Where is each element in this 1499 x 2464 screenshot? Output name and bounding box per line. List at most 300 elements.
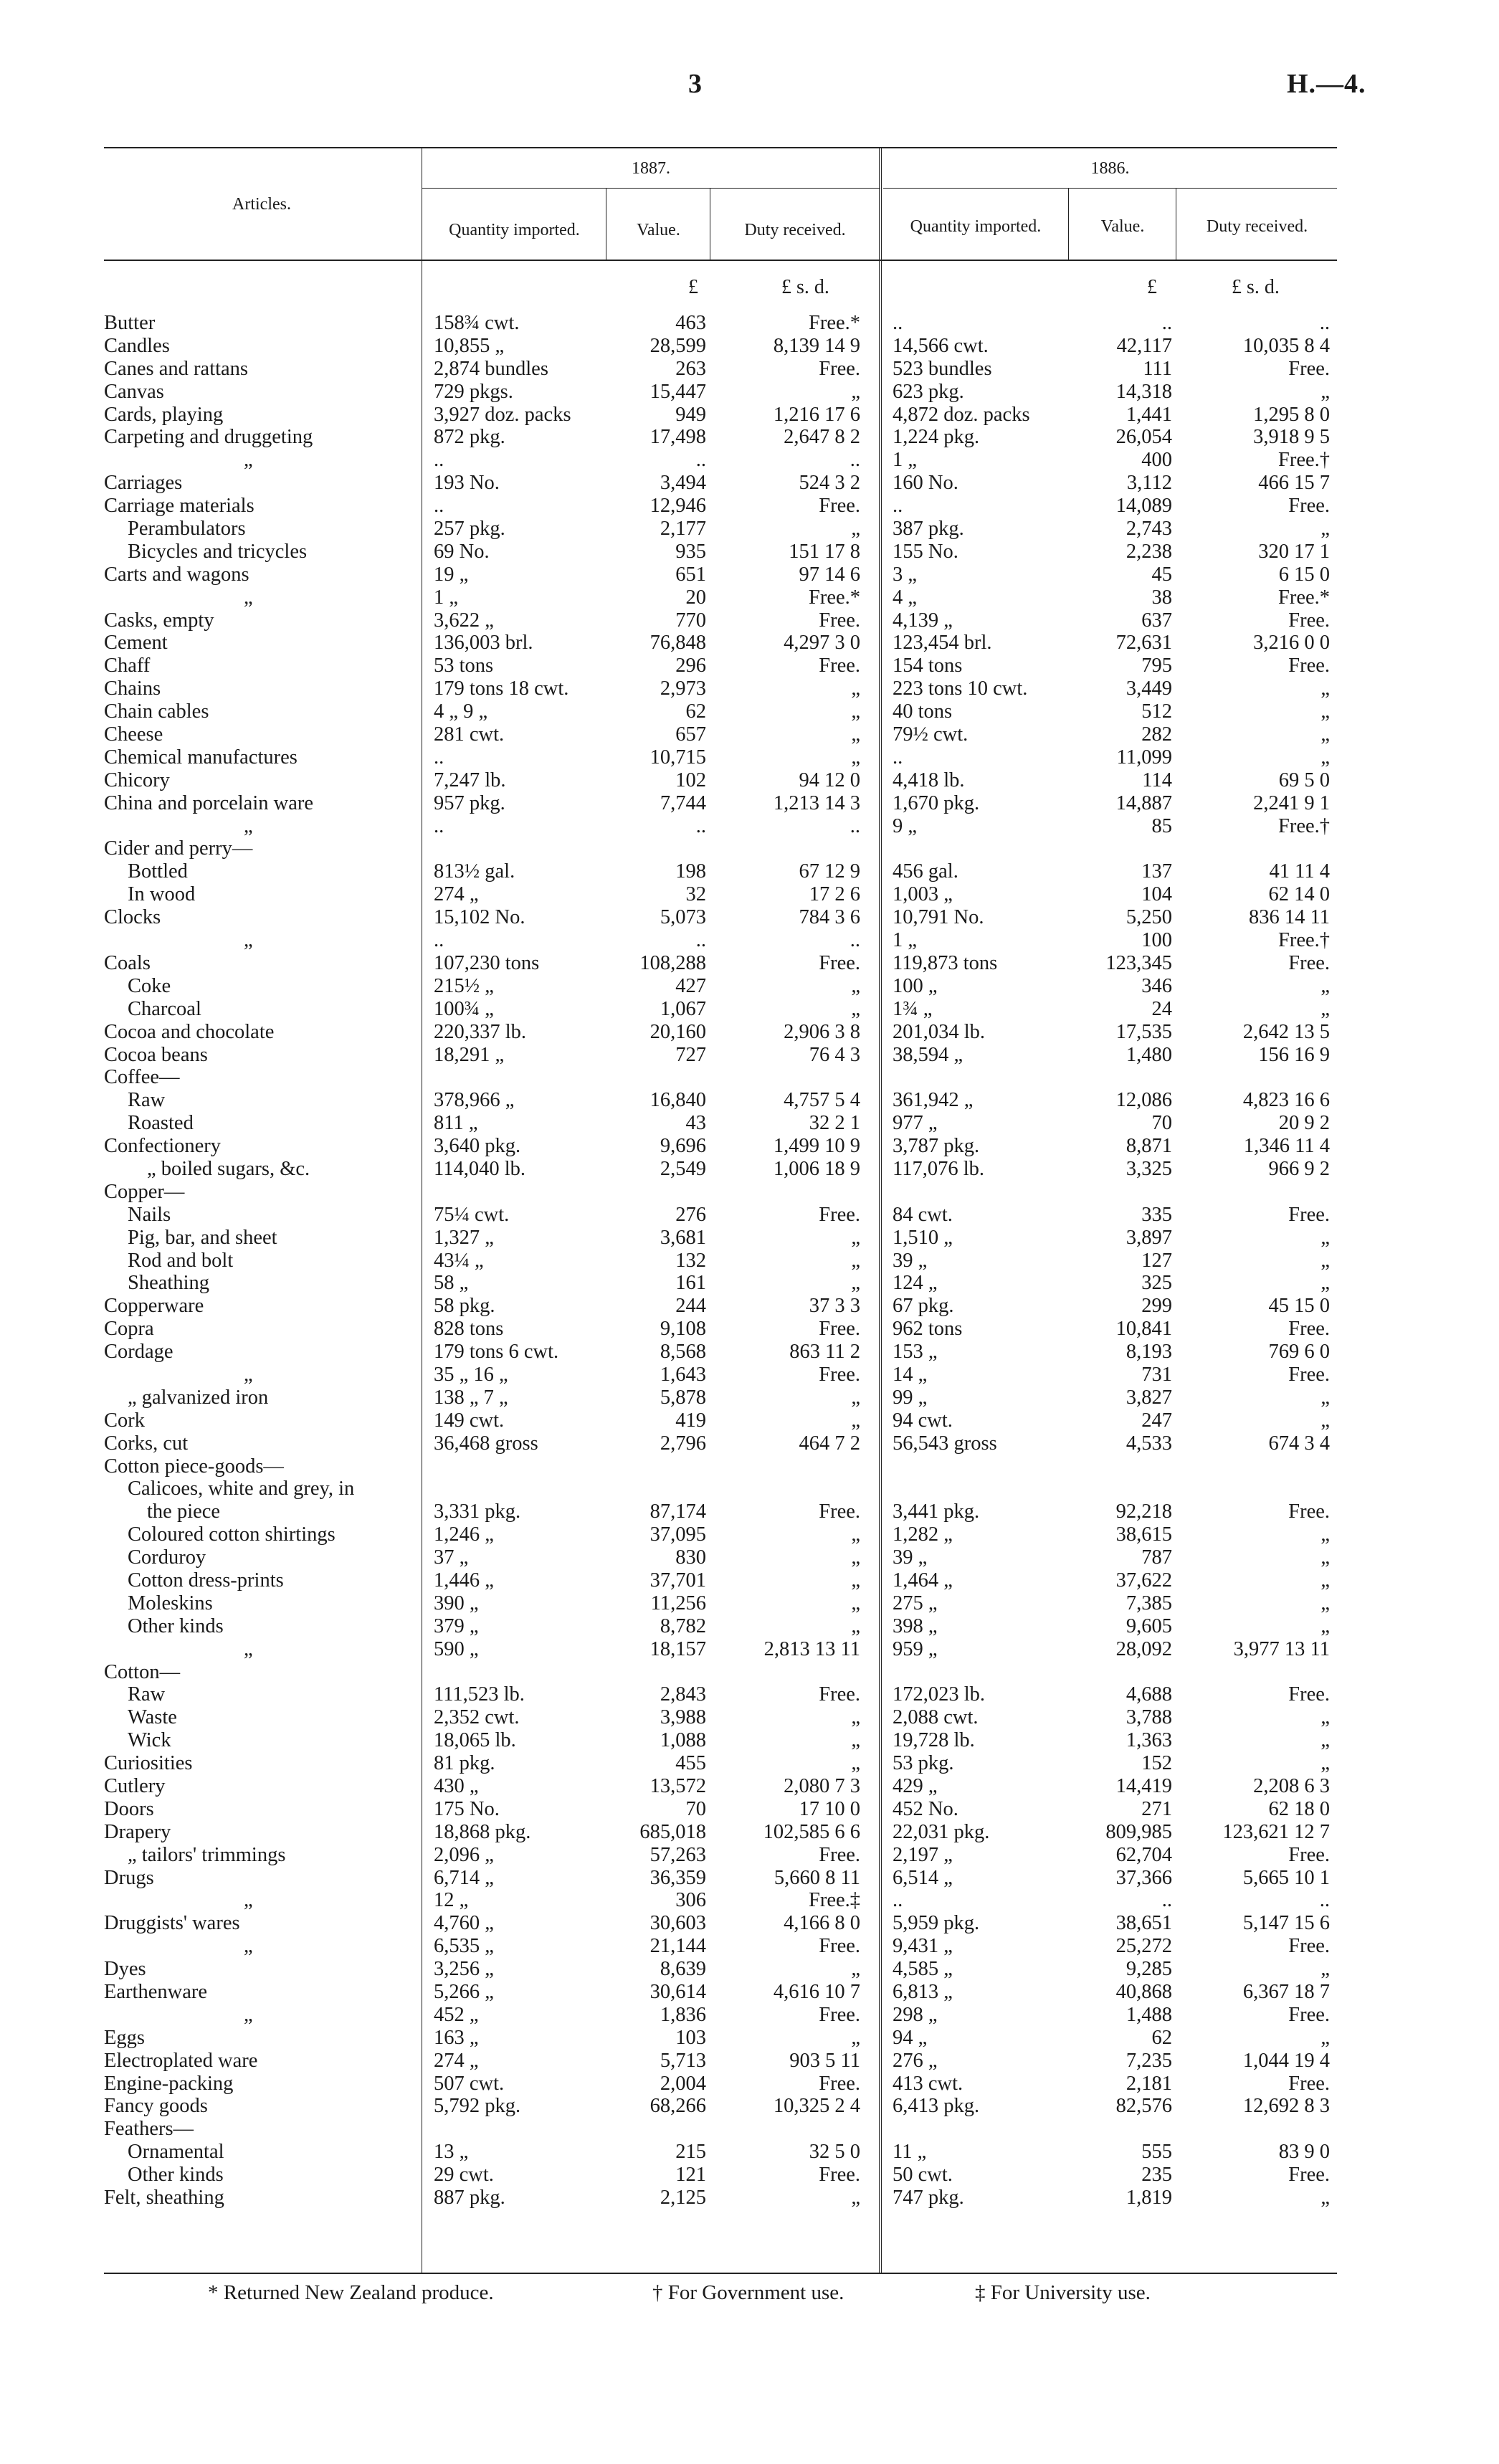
value-1887: 11,256 bbox=[650, 1592, 706, 1614]
duty-1886: 966 9 2 bbox=[1268, 1157, 1330, 1180]
value-1887: .. bbox=[695, 449, 706, 472]
duty-1887: „ bbox=[851, 1958, 860, 1981]
value-1887: 419 bbox=[675, 1409, 706, 1432]
article-name: Carpeting and druggeting bbox=[104, 426, 313, 449]
value-1886: 38,615 bbox=[1115, 1523, 1172, 1546]
quantity-1887: 19 „ bbox=[434, 563, 469, 586]
article-name: Perambulators bbox=[128, 518, 246, 541]
duty-1886: 41 11 4 bbox=[1269, 860, 1330, 883]
value-1887: 30,603 bbox=[649, 1912, 706, 1935]
article-name: Cutlery bbox=[104, 1775, 166, 1797]
table-row bbox=[0, 541, 1499, 563]
article-name: Coke bbox=[128, 974, 171, 997]
page-number: 3 bbox=[688, 69, 702, 99]
article-name: Cement bbox=[104, 632, 168, 655]
table-row bbox=[0, 2118, 1499, 2141]
quantity-1887: 957 pkg. bbox=[434, 791, 505, 814]
article-name: Candles bbox=[104, 334, 170, 357]
quantity-1887: 3,256 „ bbox=[434, 1958, 494, 1981]
value-1886: 335 bbox=[1141, 1203, 1172, 1226]
article-name: Chaff bbox=[104, 655, 151, 677]
quantity-1887: .. bbox=[434, 495, 444, 518]
value-1886: 2,743 bbox=[1126, 518, 1172, 541]
duty-1886: Free.† bbox=[1277, 929, 1330, 952]
quantity-1887: 193 No. bbox=[434, 472, 500, 495]
quantity-1887: 5,792 pkg. bbox=[434, 2095, 521, 2118]
quantity-1887: 5,266 „ bbox=[434, 1981, 494, 2004]
duty-1887: 10,325 2 4 bbox=[773, 2095, 860, 2118]
value-1886: 3,449 bbox=[1126, 677, 1172, 700]
duty-1886: 83 9 0 bbox=[1278, 2141, 1330, 2164]
quantity-1886: 398 „ bbox=[893, 1614, 938, 1637]
quantity-1886: 9 „ bbox=[893, 814, 918, 837]
duty-1887: .. bbox=[850, 814, 860, 837]
duty-1886: Free. bbox=[1288, 1363, 1330, 1386]
quantity-1887: .. bbox=[434, 449, 444, 472]
value-header-1887: Value. bbox=[637, 221, 680, 239]
duty-1886: 674 3 4 bbox=[1268, 1432, 1330, 1455]
quantity-1886: 155 No. bbox=[893, 540, 958, 563]
duty-1887: 37 3 3 bbox=[809, 1295, 860, 1318]
duty-1886: „ bbox=[1320, 380, 1330, 403]
duty-1886: Free. bbox=[1288, 2164, 1330, 2187]
article-name: Fancy goods bbox=[104, 2095, 208, 2118]
duty-1886: 6,367 18 7 bbox=[1242, 1981, 1330, 2004]
duty-1887: 2,906 3 8 bbox=[784, 1020, 860, 1043]
article-name: Felt, sheathing bbox=[104, 2187, 224, 2209]
value-1887: 3,988 bbox=[660, 1706, 706, 1729]
table-row bbox=[0, 1478, 1499, 1500]
article-name: Charcoal bbox=[128, 997, 201, 1020]
article-name: Doors bbox=[104, 1797, 154, 1820]
article-name: „ bbox=[244, 1889, 253, 1912]
value-1886: 3,788 bbox=[1126, 1706, 1172, 1729]
duty-1886: Free.* bbox=[1277, 586, 1330, 609]
year-rule-1887 bbox=[422, 188, 880, 189]
duty-1886: 320 17 1 bbox=[1258, 540, 1330, 563]
quantity-1887: 37 „ bbox=[434, 1546, 469, 1569]
duty-1887: 863 11 2 bbox=[789, 1341, 860, 1364]
duty-1887: „ bbox=[851, 2026, 860, 2049]
article-name: Canvas bbox=[104, 380, 164, 403]
article-name: Chains bbox=[104, 677, 161, 700]
duty-1886: „ bbox=[1320, 700, 1330, 723]
article-name: Cocoa beans bbox=[104, 1043, 208, 1066]
article-name: „ bbox=[244, 449, 253, 472]
duty-1887: „ bbox=[851, 1249, 860, 1272]
value-1886: 400 bbox=[1141, 449, 1172, 472]
article-name: China and porcelain ware bbox=[104, 791, 313, 814]
duty-1886: 3,216 0 0 bbox=[1253, 632, 1330, 655]
value-1886: 92,218 bbox=[1115, 1500, 1172, 1523]
duty-1887: Free. bbox=[819, 951, 860, 974]
article-name: Wick bbox=[128, 1729, 171, 1752]
duty-1886: Free.† bbox=[1277, 814, 1330, 837]
article-name: Rod and bolt bbox=[128, 1249, 234, 1272]
duty-1887: Free. bbox=[819, 1683, 860, 1706]
table-row bbox=[0, 1935, 1499, 1958]
duty-1886: Free. bbox=[1288, 1683, 1330, 1706]
quantity-1886: 6,413 pkg. bbox=[893, 2095, 980, 2118]
duty-1886: 12,692 8 3 bbox=[1242, 2095, 1330, 2118]
table-row bbox=[0, 769, 1499, 792]
article-name: Ornamental bbox=[128, 2141, 224, 2164]
quantity-1887: 274 „ bbox=[434, 883, 479, 906]
duty-1886: 3,918 9 5 bbox=[1253, 426, 1330, 449]
duty-1887: „ bbox=[851, 2187, 860, 2209]
table-bottom-rule bbox=[104, 2273, 1337, 2274]
duty-1887: Free. bbox=[819, 2164, 860, 2187]
quantity-1887: 430 „ bbox=[434, 1775, 479, 1797]
duty-1886: 769 6 0 bbox=[1268, 1341, 1330, 1364]
article-name: Cider and perry— bbox=[104, 837, 253, 860]
table-row bbox=[0, 1661, 1499, 1684]
quantity-1887: 18,065 lb. bbox=[434, 1729, 516, 1752]
quantity-1886: 201,034 lb. bbox=[893, 1020, 986, 1043]
duty-header-1886: Duty received. bbox=[1206, 217, 1308, 236]
value-1886: 271 bbox=[1141, 1797, 1172, 1820]
quantity-1886: 4,585 „ bbox=[893, 1958, 953, 1981]
duty-1887: Free. bbox=[819, 2003, 860, 2026]
quantity-1886: 747 pkg. bbox=[893, 2187, 964, 2209]
quantity-1886: 4 „ bbox=[893, 586, 918, 609]
value-1887: 62 bbox=[685, 700, 706, 723]
header-bottom-rule bbox=[104, 260, 1337, 261]
quantity-1887: 58 „ bbox=[434, 1272, 469, 1295]
quantity-1887: 729 pkgs. bbox=[434, 380, 513, 403]
table-row bbox=[0, 404, 1499, 427]
table-row bbox=[0, 2004, 1499, 2027]
quantity-1886: 4,418 lb. bbox=[893, 769, 965, 791]
value-1887: 1,836 bbox=[660, 2003, 706, 2026]
quantity-1887: 138 „ 7 „ bbox=[434, 1386, 508, 1409]
value-1887: 21,144 bbox=[649, 1935, 706, 1958]
value-1886: 14,318 bbox=[1115, 380, 1172, 403]
value-1887: 37,095 bbox=[649, 1523, 706, 1546]
value-1886: 809,985 bbox=[1105, 1820, 1172, 1843]
article-name: Raw bbox=[128, 1683, 166, 1706]
quantity-1886: 124 „ bbox=[893, 1272, 938, 1295]
duty-1887: „ bbox=[851, 1409, 860, 1432]
value-1887: 244 bbox=[675, 1295, 706, 1318]
table-row bbox=[0, 792, 1499, 815]
table-row bbox=[0, 1112, 1499, 1135]
article-name: In wood bbox=[128, 883, 196, 906]
article-name: Corks, cut bbox=[104, 1432, 189, 1455]
table-row bbox=[0, 495, 1499, 518]
value-1886: .. bbox=[1161, 312, 1172, 334]
quantity-1887: 75¼ cwt. bbox=[434, 1203, 510, 1226]
article-name: „ galvanized iron bbox=[128, 1386, 269, 1409]
duty-1887: „ bbox=[851, 380, 860, 403]
table-row bbox=[0, 1500, 1499, 1523]
value-1887: 3,494 bbox=[660, 472, 706, 495]
value-1886: 731 bbox=[1141, 1363, 1172, 1386]
quantity-1887: 378,966 „ bbox=[434, 1089, 515, 1112]
quantity-1887: 1 „ bbox=[434, 586, 459, 609]
article-name: Cocoa and chocolate bbox=[104, 1020, 275, 1043]
value-1886: 5,250 bbox=[1126, 906, 1172, 929]
article-name: „ boiled sugars, &c. bbox=[147, 1157, 310, 1180]
value-1887: 70 bbox=[685, 1797, 706, 1820]
duty-1887: „ bbox=[851, 1272, 860, 1295]
quantity-1887: 43¼ „ bbox=[434, 1249, 484, 1272]
article-name: Feathers— bbox=[104, 2118, 194, 2141]
quantity-1886: 117,076 lb. bbox=[893, 1157, 984, 1180]
article-name: Coals bbox=[104, 951, 151, 974]
article-name: Cotton dress-prints bbox=[128, 1569, 284, 1592]
quantity-1886: 452 No. bbox=[893, 1797, 958, 1820]
duty-1886: „ bbox=[1320, 1409, 1330, 1432]
quantity-1887: 1,327 „ bbox=[434, 1226, 494, 1249]
duty-1886: Free. bbox=[1288, 655, 1330, 677]
value-1887: 121 bbox=[675, 2164, 706, 2187]
table-row bbox=[0, 563, 1499, 586]
table-row bbox=[0, 312, 1499, 335]
value-1887: 15,447 bbox=[649, 380, 706, 403]
table-row bbox=[0, 929, 1499, 952]
article-name: Drugs bbox=[104, 1866, 154, 1889]
table-row bbox=[0, 1867, 1499, 1890]
duty-1887: Free. bbox=[819, 609, 860, 632]
value-1887: 8,782 bbox=[660, 1614, 706, 1637]
duty-1887: „ bbox=[851, 1592, 860, 1614]
table-row bbox=[0, 1181, 1499, 1204]
article-name: Chicory bbox=[104, 769, 170, 791]
article-name: Calicoes, white and grey, in bbox=[128, 1478, 355, 1500]
imports-table-body bbox=[0, 312, 1499, 2209]
table-row bbox=[0, 1889, 1499, 1912]
duty-1886: 836 14 11 bbox=[1249, 906, 1330, 929]
article-name: Cheese bbox=[104, 723, 163, 746]
value-1886: 1,363 bbox=[1126, 1729, 1172, 1752]
quantity-1887: 2,096 „ bbox=[434, 1843, 494, 1866]
duty-1886: „ bbox=[1320, 1569, 1330, 1592]
value-1886: 9,285 bbox=[1126, 1958, 1172, 1981]
column-divider bbox=[1068, 188, 1069, 260]
quantity-1887: 111,523 lb. bbox=[434, 1683, 525, 1706]
table-row bbox=[0, 883, 1499, 906]
article-name: Copperware bbox=[104, 1295, 204, 1318]
quantity-1887: 1,246 „ bbox=[434, 1523, 494, 1546]
duty-1886: Free. bbox=[1288, 357, 1330, 380]
quantity-1887: 379 „ bbox=[434, 1614, 479, 1637]
value-1887: 1,088 bbox=[660, 1729, 706, 1752]
article-name: Cork bbox=[104, 1409, 145, 1432]
quantity-1887: 872 pkg. bbox=[434, 426, 505, 449]
article-name: Coloured cotton shirtings bbox=[128, 1523, 336, 1546]
value-1886: 3,897 bbox=[1126, 1226, 1172, 1249]
duty-1887: „ bbox=[851, 1729, 860, 1752]
duty-1887: 76 4 3 bbox=[809, 1043, 860, 1066]
value-1887: 132 bbox=[675, 1249, 706, 1272]
quantity-1887: 15,102 No. bbox=[434, 906, 525, 929]
value-1887: 949 bbox=[675, 403, 706, 426]
quantity-1886: 100 „ bbox=[893, 974, 938, 997]
article-name: Nails bbox=[128, 1203, 171, 1226]
article-name: Raw bbox=[128, 1089, 166, 1112]
article-name: Confectionery bbox=[104, 1135, 222, 1158]
quantity-1886: 962 tons bbox=[893, 1318, 963, 1341]
value-1886: 4,688 bbox=[1126, 1683, 1172, 1706]
value-1886: 512 bbox=[1141, 700, 1172, 723]
value-1886: 37,366 bbox=[1115, 1866, 1172, 1889]
quantity-1887: 69 No. bbox=[434, 540, 490, 563]
table-row bbox=[0, 1546, 1499, 1569]
quantity-1886: 56,543 gross bbox=[893, 1432, 997, 1455]
value-1886: 62 bbox=[1151, 2026, 1172, 2049]
article-name: Cards, playing bbox=[104, 403, 224, 426]
table-row bbox=[0, 1729, 1499, 1752]
value-1887: 87,174 bbox=[649, 1500, 706, 1523]
value-1887: 161 bbox=[675, 1272, 706, 1295]
quantity-1887: 35 „ 16 „ bbox=[434, 1363, 508, 1386]
quantity-1887: .. bbox=[434, 929, 444, 952]
value-1887: 276 bbox=[675, 1203, 706, 1226]
value-1886: 555 bbox=[1141, 2141, 1172, 2164]
value-1886: 637 bbox=[1141, 609, 1172, 632]
quantity-1887: 4 „ 9 „ bbox=[434, 700, 488, 723]
duty-1887: 67 12 9 bbox=[799, 860, 860, 883]
value-1887: 30,614 bbox=[649, 1981, 706, 2004]
duty-1886: „ bbox=[1320, 974, 1330, 997]
duty-1886: Free. bbox=[1288, 1318, 1330, 1341]
duty-1886: „ bbox=[1320, 518, 1330, 541]
duty-1887: Free. bbox=[819, 1363, 860, 1386]
duty-1886: Free. bbox=[1288, 495, 1330, 518]
currency-duty-1887: £ s. d. bbox=[781, 276, 829, 298]
value-1887: 2,549 bbox=[660, 1157, 706, 1180]
table-row bbox=[0, 655, 1499, 677]
quantity-1886: 298 „ bbox=[893, 2003, 938, 2026]
article-name: Curiosities bbox=[104, 1752, 193, 1775]
value-1886: 127 bbox=[1141, 1249, 1172, 1272]
article-name: „ tailors' trimmings bbox=[128, 1843, 286, 1866]
quantity-1886: 79½ cwt. bbox=[893, 723, 969, 746]
quantity-1886: 123,454 brl. bbox=[893, 632, 992, 655]
value-1887: 2,004 bbox=[660, 2072, 706, 2095]
value-1886: 123,345 bbox=[1105, 951, 1172, 974]
duty-1886: „ bbox=[1320, 677, 1330, 700]
table-row bbox=[0, 1021, 1499, 1044]
currency-value-1886: £ bbox=[1147, 276, 1157, 298]
table-top-rule bbox=[104, 147, 1337, 148]
table-row bbox=[0, 837, 1499, 860]
duty-1887: „ bbox=[851, 1569, 860, 1592]
quantity-1886: 14 „ bbox=[893, 1363, 928, 1386]
duty-1887: 2,080 7 3 bbox=[784, 1775, 860, 1797]
article-name: Chain cables bbox=[104, 700, 209, 723]
value-1887: 263 bbox=[675, 357, 706, 380]
duty-1886: Free. bbox=[1288, 2003, 1330, 2026]
value-1887: 215 bbox=[675, 2141, 706, 2164]
quantity-1887: 36,468 gross bbox=[434, 1432, 538, 1455]
quantity-1887: 107,230 tons bbox=[434, 951, 540, 974]
article-name: Cordage bbox=[104, 1341, 173, 1364]
duty-1886: Free. bbox=[1288, 951, 1330, 974]
duty-1886: „ bbox=[1320, 2187, 1330, 2209]
table-row bbox=[0, 586, 1499, 609]
quantity-1886: 94 cwt. bbox=[893, 1409, 953, 1432]
value-1887: 2,843 bbox=[660, 1683, 706, 1706]
value-1887: 685,018 bbox=[639, 1820, 706, 1843]
duty-1887: 102,585 6 6 bbox=[763, 1820, 860, 1843]
quantity-1886: 10,791 No. bbox=[893, 906, 984, 929]
table-row bbox=[0, 381, 1499, 404]
quantity-1886: 153 „ bbox=[893, 1341, 938, 1364]
quantity-1887: 590 „ bbox=[434, 1637, 479, 1660]
quantity-1886: 94 „ bbox=[893, 2026, 928, 2049]
value-1887: 3,681 bbox=[660, 1226, 706, 1249]
year-1886-header: 1886. bbox=[1090, 159, 1130, 178]
quantity-1886: 84 cwt. bbox=[893, 1203, 953, 1226]
quantity-1886: 67 pkg. bbox=[893, 1295, 954, 1318]
duty-1886: 3,977 13 11 bbox=[1233, 1637, 1330, 1660]
quantity-1886: 5,959 pkg. bbox=[893, 1912, 980, 1935]
duty-1886: Free. bbox=[1288, 609, 1330, 632]
table-row bbox=[0, 1250, 1499, 1273]
article-name: Bottled bbox=[128, 860, 188, 883]
article-name: Butter bbox=[104, 312, 156, 334]
duty-1886: Free. bbox=[1288, 1500, 1330, 1523]
value-1886: 70 bbox=[1151, 1112, 1172, 1135]
value-1887: 28,599 bbox=[649, 334, 706, 357]
quantity-1887: 149 cwt. bbox=[434, 1409, 505, 1432]
value-1887: 657 bbox=[675, 723, 706, 746]
quantity-1886: 1 „ bbox=[893, 929, 918, 952]
article-name: „ bbox=[244, 814, 253, 837]
value-1887: 1,067 bbox=[660, 997, 706, 1020]
quantity-1887: 18,868 pkg. bbox=[434, 1820, 531, 1843]
duty-1887: Free.* bbox=[808, 586, 860, 609]
value-1886: 235 bbox=[1141, 2164, 1172, 2187]
quantity-1886: 53 pkg. bbox=[893, 1752, 954, 1775]
duty-1887: „ bbox=[851, 1752, 860, 1775]
value-1886: 82,576 bbox=[1115, 2095, 1172, 2118]
duty-1887: .. bbox=[850, 929, 860, 952]
duty-1886: .. bbox=[1319, 1889, 1330, 1912]
quantity-1886: 1,224 pkg. bbox=[893, 426, 980, 449]
table-row bbox=[0, 632, 1499, 655]
quantity-1886: 154 tons bbox=[893, 655, 963, 677]
duty-1887: „ bbox=[851, 1386, 860, 1409]
year-rule-1886 bbox=[883, 188, 1337, 189]
quantity-1886: 223 tons 10 cwt. bbox=[893, 677, 1028, 700]
quantity-1887: 136,003 brl. bbox=[434, 632, 533, 655]
duty-1886: 62 14 0 bbox=[1268, 883, 1330, 906]
duty-1886: „ bbox=[1320, 723, 1330, 746]
duty-1887: 32 2 1 bbox=[809, 1112, 860, 1135]
duty-1887: Free. bbox=[819, 495, 860, 518]
duty-1887: 784 3 6 bbox=[799, 906, 860, 929]
article-name: Electroplated ware bbox=[104, 2049, 258, 2072]
value-1886: 17,535 bbox=[1115, 1020, 1172, 1043]
value-1887: 427 bbox=[675, 974, 706, 997]
footnote-government-use: † For Government use. bbox=[652, 2281, 844, 2304]
duty-1886: 1,044 19 4 bbox=[1242, 2049, 1330, 2072]
value-1887: 5,073 bbox=[660, 906, 706, 929]
value-1886: 72,631 bbox=[1115, 632, 1172, 655]
duty-1887: „ bbox=[851, 518, 860, 541]
footnote-university-use: ‡ For University use. bbox=[975, 2281, 1151, 2304]
duty-1887: .. bbox=[850, 449, 860, 472]
table-row bbox=[0, 1318, 1499, 1341]
quantity-1886: 99 „ bbox=[893, 1386, 928, 1409]
article-name: Canes and rattans bbox=[104, 357, 249, 380]
quantity-1887: 58 pkg. bbox=[434, 1295, 495, 1318]
duty-header-1887: Duty received. bbox=[744, 221, 846, 239]
duty-1887: 2,813 13 11 bbox=[763, 1637, 860, 1660]
